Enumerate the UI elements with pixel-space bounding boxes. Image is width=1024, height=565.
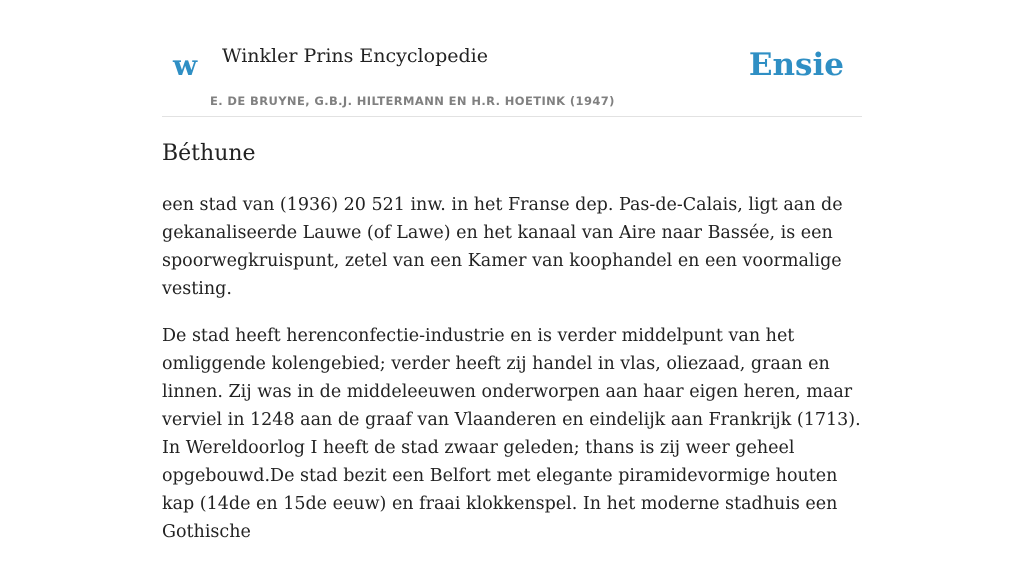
encyclopedia-title[interactable]: Winkler Prins Encyclopedie [222, 45, 488, 67]
header [162, 0, 862, 117]
article-paragraph: De stad heeft herenconfectie-industrie en is verder middelpunt van het omliggende kolengebied; verder heeft zij handel in vlas, oliezaad, graan en linnen. Zij was in de middeleeuwen onderworpen aan haar eigen heren, maar verviel in 1248 aan de graaf van Vlaanderen en eindelijk aan Frankrijk (1713). In Wereldoorlog I heeft de stad zwaar geleden; thans is zij weer geheel opgebouwd.De stad bezit een Belfort met elegante piramidevormige houten kap (14de en 15de eeuw) en fraai klokkenspel. In het moderne stadhuis een Gothische [162, 325, 861, 542]
article [162, 140, 862, 565]
article-title: Béthune [162, 141, 256, 166]
ensie-brand-link[interactable]: Ensie [748, 47, 844, 83]
encyclopedia-logo[interactable]: w [173, 49, 198, 82]
encyclopedia-authors: E. DE BRUYNE, G.B.J. HILTERMANN EN H.R. HOETINK (1947) [210, 94, 615, 108]
article-paragraph: een stad van (1936) 20 521 inw. in het Franse dep. Pas-de-Calais, ligt aan de gekanaliseerde Lauwe (of Lawe) en het kanaal van Aire naar Bassée, is een spoorwegkruispunt, zetel van een Kamer van koophandel en een voormalige vesting. [162, 194, 843, 299]
